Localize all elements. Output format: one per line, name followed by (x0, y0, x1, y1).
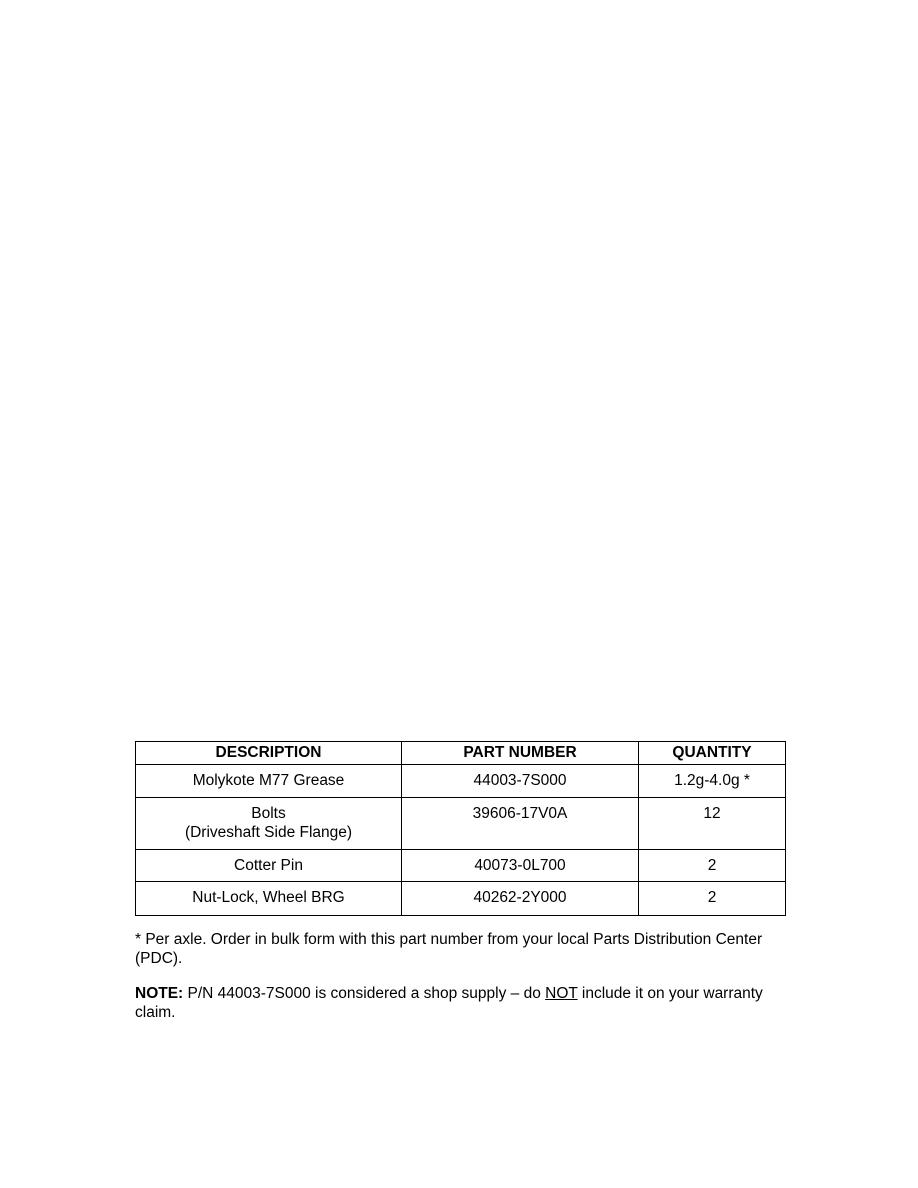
cell-part-number: 44003-7S000 (402, 765, 639, 798)
header-description: DESCRIPTION (136, 742, 402, 765)
cell-quantity: 2 (639, 882, 786, 916)
cell-part-number: 39606-17V0A (402, 798, 639, 850)
footnote: * Per axle. Order in bulk form with this part number from your local Parts Distribution Center (PDC). (135, 931, 763, 967)
cell-part-number: 40073-0L700 (402, 850, 639, 882)
table-header-row (136, 742, 786, 765)
shop-supply-note (135, 984, 775, 1022)
description-text: Nut-Lock, Wheel BRG (192, 889, 345, 906)
header-quantity: QUANTITY (639, 742, 786, 765)
header-part-number: PART NUMBER (402, 742, 639, 765)
cell-quantity: 12 (639, 798, 786, 850)
table-row (136, 765, 786, 798)
description-text: Molykote M77 Grease (192, 772, 345, 789)
note-text-after: include it on your warranty claim. (135, 985, 763, 1021)
cell-quantity: 1.2g-4.0g * (639, 765, 786, 798)
cell-description (136, 850, 402, 882)
cell-part-number: 40262-2Y000 (402, 882, 639, 916)
cell-description (136, 798, 402, 850)
note-text-before: P/N 44003-7S000 is considered a shop supply – do (183, 985, 546, 1002)
description-subtext: (Driveshaft Side Flange) (184, 824, 353, 841)
table-row (136, 882, 786, 916)
note-label: NOTE: (135, 985, 184, 1002)
cell-quantity: 2 (639, 850, 786, 882)
description-text: Bolts (251, 805, 286, 822)
table-row (136, 798, 786, 850)
cell-description (136, 882, 402, 916)
table-row (136, 850, 786, 882)
note-emphasis: NOT (545, 985, 578, 1002)
description-text: Cotter Pin (234, 857, 303, 874)
parts-table (135, 741, 786, 916)
cell-description (136, 765, 402, 798)
